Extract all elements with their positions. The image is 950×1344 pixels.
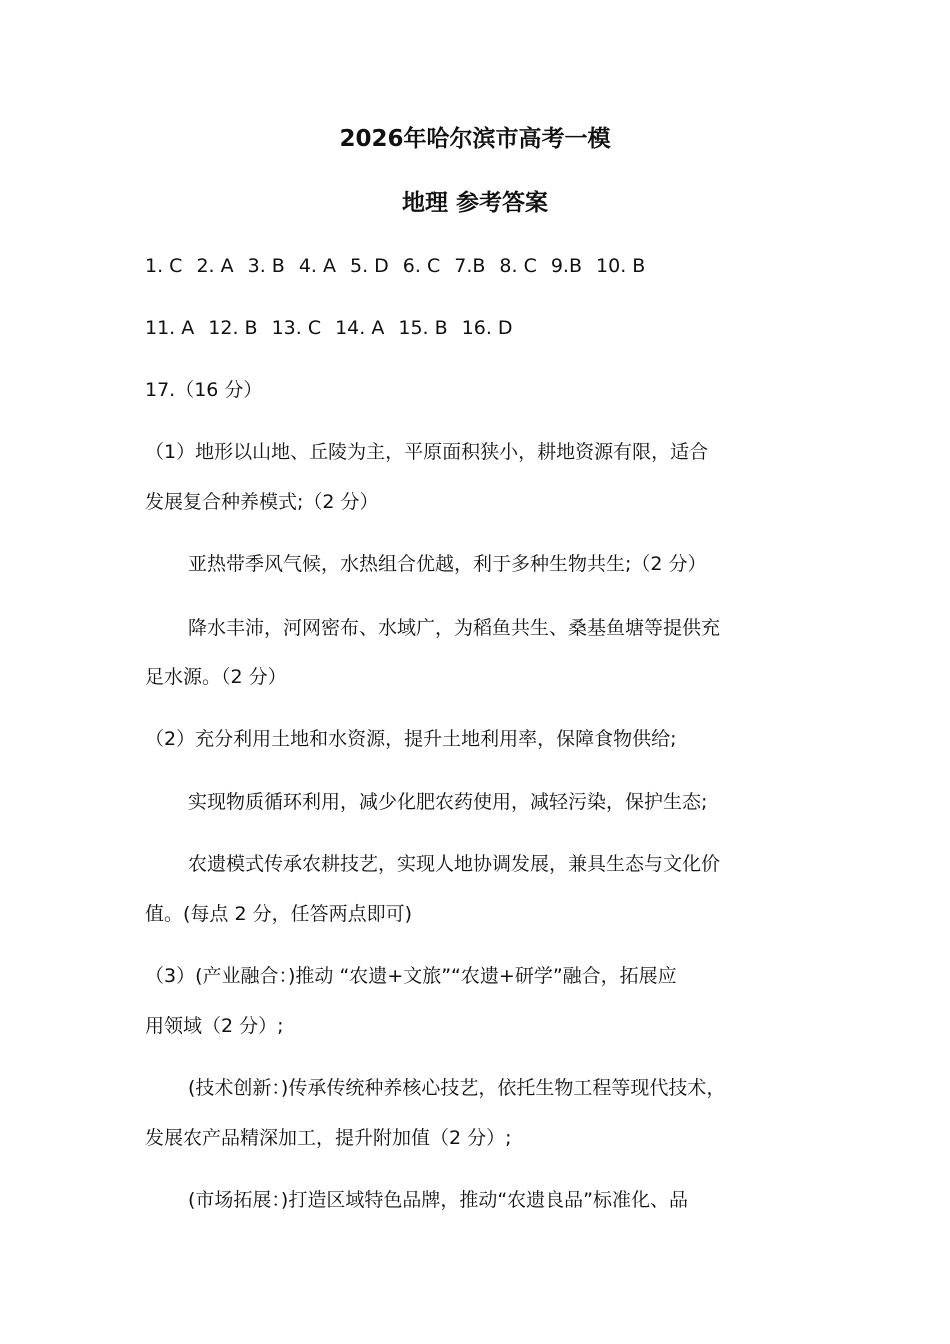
answer-item: 4. A bbox=[298, 255, 336, 277]
q17-p7-line2: 用领域（2 分）; bbox=[145, 1015, 284, 1037]
q17-p1-line2: 发展复合种养模式;（2 分） bbox=[145, 491, 379, 513]
answer-item: 7.B bbox=[454, 255, 486, 277]
answer-item: 1. C bbox=[145, 255, 183, 277]
answer-item: 15. B bbox=[398, 317, 448, 339]
page-subtitle: 地理 参考答案 bbox=[401, 190, 548, 216]
answers-row-1 bbox=[145, 252, 659, 280]
answer-item: 10. B bbox=[596, 255, 646, 277]
q17-p3-line1: 降水丰沛，河网密布、水域广，为稻鱼共生、桑基鱼塘等提供充 bbox=[188, 617, 721, 639]
q17-p5: 实现物质循环利用，减少化肥农药使用，减轻污染，保护生态; bbox=[188, 791, 708, 813]
answer-item: 12. B bbox=[208, 317, 258, 339]
q17-p6-line1: 农遗模式传承农耕技艺，实现人地协调发展，兼具生态与文化价 bbox=[188, 853, 721, 875]
answer-item: 16. D bbox=[461, 317, 513, 339]
answer-item: 11. A bbox=[145, 317, 195, 339]
answer-item: 13. C bbox=[271, 317, 322, 339]
answer-item: 3. B bbox=[247, 255, 285, 277]
q17-p9-line1: (市场拓展：)打造区域特色品牌，推动“农遗良品”标准化、品 bbox=[188, 1189, 689, 1211]
answer-item: 9.B bbox=[550, 255, 583, 277]
q17-p8-line2: 发展农产品精深加工，提升附加值（2 分）; bbox=[145, 1127, 512, 1149]
answer-item: 5. D bbox=[349, 255, 389, 277]
q17-p7-line1: （3）(产业融合：)推动 “农遗+文旅”“农遗+研学”融合，拓展应 bbox=[145, 965, 677, 987]
q17-p3-line2: 足水源。（2 分） bbox=[145, 666, 287, 688]
answer-item: 2. A bbox=[196, 255, 234, 277]
q17-p4: （2）充分利用土地和水资源，提升土地利用率，保障食物供给; bbox=[145, 728, 677, 750]
answer-item: 14. A bbox=[335, 317, 385, 339]
answer-item: 8. C bbox=[499, 255, 537, 277]
q17-p2: 亚热带季风气候，水热组合优越，利于多种生物共生;（2 分） bbox=[188, 553, 707, 575]
q17-header: 17.（16 分） bbox=[145, 379, 263, 401]
q17-p8-line1: (技术创新：)传承传统种养核心技艺，依托生物工程等现代技术， bbox=[188, 1077, 726, 1099]
answers-row-2 bbox=[145, 314, 527, 342]
answer-item: 6. C bbox=[402, 255, 441, 277]
q17-p6-line2: 值。(每点 2 分，任答两点即可) bbox=[145, 903, 412, 925]
page-title: 2026年哈尔滨市高考一模 bbox=[339, 126, 611, 152]
q17-p1-line1: （1）地形以山地、丘陵为主，平原面积狭小，耕地资源有限，适合 bbox=[145, 441, 709, 463]
